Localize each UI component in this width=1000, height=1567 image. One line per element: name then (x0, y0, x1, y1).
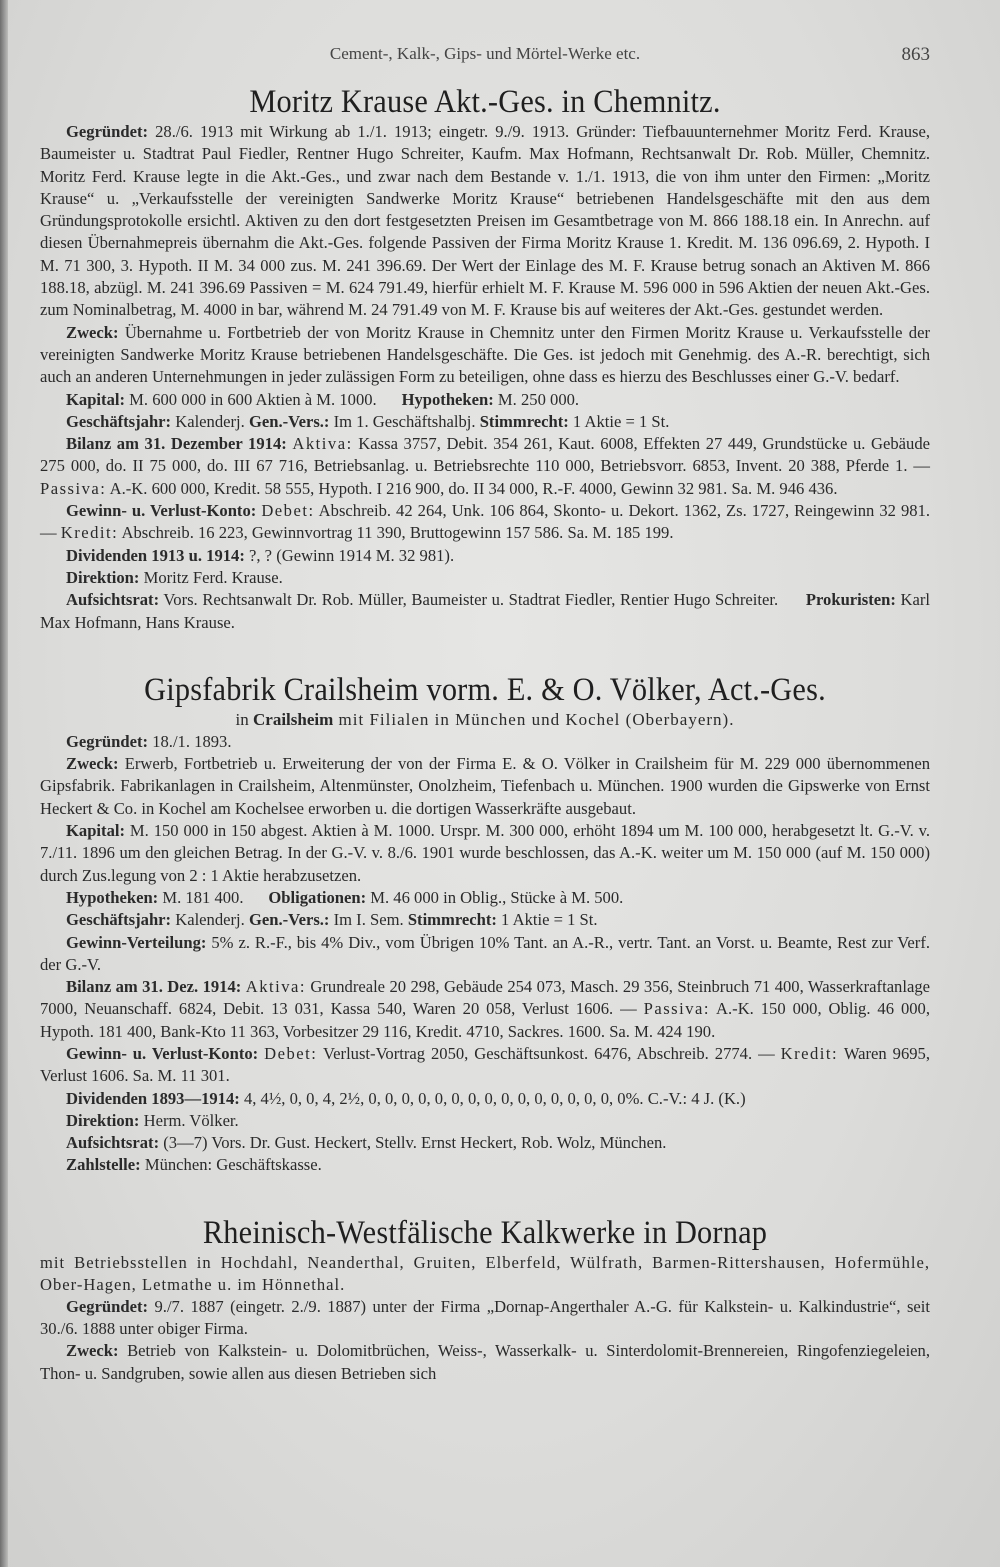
firm-title: Rheinisch-Westfälische Kalkwerke in Dornap (202, 1214, 768, 1251)
entry-label: Obligationen: (268, 887, 367, 907)
entry-label: Bilanz am 31. Dezember 1914: (66, 434, 287, 454)
entry-label: Prokuristen: (805, 590, 896, 610)
entry-sublabel: Debet: (261, 501, 315, 521)
entry-bilanz (40, 976, 930, 1043)
entry-text: A.-K. 600 000, Kredit. 58 555, Hypoth. I 216 900, do. II 34 000, R.-F. 4000, Gewinn 32 981. Sa. M. 946 436. (106, 478, 838, 498)
entry-label: Gegründet: (66, 731, 149, 751)
entry-label: Hypotheken: (401, 389, 494, 409)
entry-label: Stimmrecht: (407, 910, 497, 930)
entry-text: M. 150 000 in 150 abgest. Aktien à M. 1000. Urspr. M. 300 000, erhöht 1894 um M. 100 000, herabgesetzt lt. G.-V. v. 7./11. 1896 um den gleichen Betrag. In der G.-V. v. 8./6. 1901 wurde beschlossen, das A.-K. weiter um M. 150 000 (auf M. 150 000) durch Zus.legung von 2 : 1 Aktie herabzusetzen. (40, 821, 930, 885)
entry-label: Geschäftsjahr: (66, 910, 172, 930)
entry-text: 1 Aktie = 1 St. (568, 411, 670, 431)
entry-hypotheken (40, 887, 930, 909)
entry-label: Gegründet: (66, 122, 149, 141)
entry-sublabel: Kredit: (780, 1043, 839, 1063)
entry-text: 18./1. 1893. (148, 731, 232, 751)
entry-geschaeftsjahr (40, 909, 930, 931)
page-header (40, 44, 930, 74)
subtitle-text: mit Filialen in München und Kochel (Oberbayern). (333, 709, 735, 729)
entry-label: Zweck: (66, 1341, 119, 1361)
entry-label: Kapital: (66, 821, 126, 841)
entry-kapital (40, 820, 930, 887)
entry-text: Kalenderj. (171, 910, 249, 930)
firm-subtitle (40, 709, 930, 731)
entry-label: Gewinn- u. Verlust-Konto: (66, 501, 257, 521)
entry-text: Abschreib. 42 264, Unk. 106 864, Skonto- u. Dekort. 1362, Zs. 1727, Reingewinn 32 981. — (40, 501, 931, 543)
entry-text: M. 600 000 in 600 Aktien à M. 1000. (125, 389, 402, 409)
entry-text: Waren 9695, Verlust 1606. Sa. M. 11 301. (40, 1043, 930, 1086)
entry-geschaeftsjahr (40, 411, 930, 433)
entry-text: Kassa 3757, Debit. 354 261, Kaut. 6008, Effekten 27 449, Grundstücke u. Gebäude 275 000, do. II 75 000, do. III 67 716, Betriebsanlag. u. Betriebsrechte 110 000, Betriebsvorr. 6853, Invent. 20 388, Pferde 1. — (40, 434, 930, 476)
firm-entry-moritz-krause (40, 84, 930, 634)
entry-label: Geschäftsjahr: (66, 411, 172, 431)
entry-label: Bilanz am 31. Dez. 1914: (66, 977, 242, 997)
entry-gegruendet (40, 1296, 930, 1341)
entry-text: 5% z. R.-F., bis 4% Div., vom Übrigen 10% Tant. an A.-R., vertr. Tant. an Vorst. u. Beamte, Rest zur Verf. der G.-V. (40, 932, 930, 974)
entry-text: Herm. Völker. (139, 1110, 239, 1130)
entry-label: Hypotheken: (66, 887, 159, 907)
entry-sublabel: Aktiva: (245, 977, 306, 997)
entry-aufsichtsrat (40, 1132, 930, 1154)
page-number: 863 (901, 44, 930, 65)
entry-label: Aufsichtsrat: (66, 590, 160, 610)
entry-text: 28./6. 1913 mit Wirkung ab 1./1. 1913; eingetr. 9./9. 1913. Gründer: Tiefbauunternehmer Moritz Ferd. Krause, Baumeister u. Stadtrat Paul Fiedler, Rentner Hugo Schreiter, Kaufm. Max Hofmann, Rechtsanwalt Dr. Rob. Müller, Chemnitz. Moritz Ferd. Krause legte in die Akt.-Ges., und zwar nach dem Bestande v. 1./1. 1913, die von ihm unter den Firmen: „Moritz Krause“ u. „Verkaufsstelle der vereinigten Sandwerke Moritz Krause“ betriebenen Handelsgeschäfte mit den aus dem Gründungsprotokolle ersichtl. Aktiven zu den dort festgesetzten Preisen im Gesamtbetrage von M. 866 188.18 ein. In Anrechn. auf diesen Übernahmepreis übernahm die Akt.-Ges. folgende Passiven der Firma Moritz Krause 1. Kredit. M. 136 096.69, 2. Hypoth. I M. 71 300, 3. Hypoth. II M. 34 000 zus. M. 241 396.69. Der Wert der Einlage des M. F. Krause betrug sonach an Aktiven M. 866 188.18, abzügl. M. 241 396.69 Passiven = M. 624 791.49, hierfür erhielt M. F. Krause M. 596 000 in 596 Aktien der neuen Akt.-Ges. zum Nominalbetrag, M. 4000 in bar, während M. 24 791.49 von M. F. Krause bis auf weiteres der Akt.-Ges. gestundet werden. (40, 122, 930, 320)
entry-label: Dividenden 1893—1914: (66, 1088, 240, 1108)
entry-label: Dividenden 1913 u. 1914: (66, 545, 245, 565)
entry-label: Zahlstelle: (66, 1155, 141, 1175)
entry-gewinn-verlust (40, 500, 930, 545)
entry-label: Gegründet: (66, 1296, 149, 1316)
firm-entry-gipsfabrik-crailsheim (40, 672, 930, 1177)
entry-text: 9./7. 1887 (eingetr. 2./9. 1887) unter der Firma „Dornap-Angerthaler A.-G. für Kalkstein- u. Kalkindustrie“, seit 30./6. 1888 unter obiger Firma. (40, 1296, 930, 1339)
entry-sublabel: Passiva: (643, 999, 711, 1019)
entry-text: 4, 4½, 0, 0, 4, 2½, 0, 0, 0, 0, 0, 0, 0, 0, 0, 0, 0, 0, 0, 0, 0, 0%. C.-V.: 4 J. (K.) (239, 1088, 746, 1108)
entry-label: Gen.-Vers.: (248, 910, 330, 930)
entry-label: Direktion: (66, 567, 140, 587)
page-content (40, 84, 930, 1385)
subtitle-city: Crailsheim (253, 709, 334, 729)
entry-text: M. 46 000 in Oblig., Stücke à M. 500. (366, 887, 624, 907)
entry-aufsichtsrat (40, 589, 930, 634)
entry-bilanz (40, 433, 930, 500)
entry-text: A.-K. 150 000, Oblig. 46 000, Hypoth. 181 400, Bank-Kto 11 363, Vorbesitzer 29 116, Kredit. 4710, Sackres. 1600. Sa. M. 424 190. (40, 999, 930, 1041)
entry-text: Übernahme u. Fortbetrieb der von Moritz Krause in Chemnitz unter den Firmen Moritz Krause u. Verkaufsstelle der vereinigten Sandwerke Moritz Krause betriebenen Handelsgeschäfte. Die Ges. ist jedoch mit Genehmig. des A.-R. berechtigt, sich auch an anderen Unternehmungen in jeder zulässigen Form zu beteiligen, ohne dass es hierzu des Beschlusses einer G.-V. bedarf. (40, 322, 930, 387)
entry-text: ?, ? (Gewinn 1914 M. 32 981). (244, 545, 455, 565)
entry-label: Kapital: (66, 389, 126, 409)
entry-text: M. 181 400. (158, 887, 269, 907)
entry-sublabel: Kredit: (60, 523, 119, 543)
entry-text: Karl Max Hofmann, Hans Krause. (40, 590, 930, 632)
entry-zahlstelle (40, 1154, 930, 1176)
entry-kapital (40, 389, 930, 411)
entry-sublabel: Passiva: (40, 478, 107, 498)
entry-text: Grundreale 20 298, Gebäude 254 073, Masch. 29 356, Steinbruch 71 400, Wasserkraftanlage 7000, Neuanschaff. 6824, Debit. 13 031, Kassa 540, Waren 20 058, Verlust 1606. — (40, 977, 930, 1019)
entry-text: M. 250 000. (493, 389, 580, 409)
entry-text: Abschreib. 16 223, Gewinnvortrag 11 390, Bruttogewinn 157 586. Sa. M. 185 199. (118, 523, 674, 543)
entry-direktion (40, 567, 930, 589)
entry-label: Gewinn-Verteilung: (66, 932, 207, 952)
entry-label: Aufsichtsrat: (66, 1133, 160, 1153)
entry-text: 1 Aktie = 1 St. (496, 910, 598, 930)
entry-text: Betrieb von Kalkstein- u. Dolomitbrüchen, Weiss-, Wasserkalk- u. Sinterdolomit-Brennereien, Ringofenziegeleien, Thon- u. Sandgruben, sowie allen aus diesen Betrieben sich (40, 1341, 930, 1383)
entry-text: München: Geschäftskasse. (140, 1155, 322, 1175)
entry-text: Kalenderj. (171, 411, 249, 431)
entry-label: Zweck: (66, 754, 119, 774)
entry-label: Gewinn- u. Verlust-Konto: (66, 1043, 259, 1063)
entry-gegruendet (40, 121, 930, 322)
entry-gewinn-verteilung (40, 932, 930, 977)
entry-dividenden (40, 545, 930, 567)
entry-label: Stimmrecht: (479, 411, 569, 431)
entry-text: Verlust-Vortrag 2050, Geschäftsunkost. 6476, Abschreib. 2774. — (317, 1043, 781, 1063)
entry-text: Im 1. Geschäftshalbj. (329, 411, 480, 431)
entry-gewinn-verlust (40, 1043, 930, 1088)
firm-entry-rheinisch-westfaelische-kalkwerke (40, 1215, 930, 1385)
entry-dividenden (40, 1088, 930, 1110)
entry-direktion (40, 1110, 930, 1132)
entry-sublabel: Aktiva: (292, 434, 353, 454)
subtitle-text: in (235, 709, 253, 729)
entry-text: Im I. Sem. (329, 910, 408, 930)
entry-label: Zweck: (66, 322, 119, 342)
entry-gegruendet (40, 731, 930, 753)
entry-label: Direktion: (66, 1110, 140, 1130)
entry-zweck (40, 322, 930, 389)
entry-text: Erwerb, Fortbetrieb u. Erweiterung der von der Firma E. & O. Völker in Crailsheim für M. 229 000 übernommenen Gipsfabrik. Fabrikanlagen in Crailsheim, Altenmünster, Onolzheim, Tiefenbach u. München. 1900 wurden die Gipswerke von Ernst Heckert & Co. in Kochel am Kochelsee erworben u. die dortigen Wasserkräfte ausgebaut. (40, 754, 930, 818)
firm-title: Gipsfabrik Crailsheim vorm. E. & O. Völker, Act.-Ges. (144, 671, 826, 708)
entry-text: Vors. Rechtsanwalt Dr. Rob. Müller, Baumeister u. Stadtrat Fiedler, Rentier Hugo Schreiter. (159, 590, 806, 610)
firm-title: Moritz Krause Akt.-Ges. in Chemnitz. (249, 84, 721, 120)
running-title: Cement-, Kalk-, Gips- und Mörtel-Werke etc. (329, 44, 641, 63)
entry-zweck (40, 1340, 930, 1385)
entry-text: Moritz Ferd. Krause. (139, 567, 283, 587)
firm-subtitle: mit Betriebsstellen in Hochdahl, Neanderthal, Gruiten, Elberfeld, Wülfrath, Barmen-Rittershausen, Hofermühle, Ober-Hagen, Letmathe u. im Hönnethal. (40, 1252, 930, 1294)
entry-label: Gen.-Vers.: (248, 411, 330, 431)
entry-sublabel: Debet: (264, 1043, 318, 1063)
entry-zweck (40, 753, 930, 820)
entry-text: (3—7) Vors. Dr. Gust. Heckert, Stellv. Ernst Heckert, Rob. Wolz, München. (159, 1133, 667, 1153)
